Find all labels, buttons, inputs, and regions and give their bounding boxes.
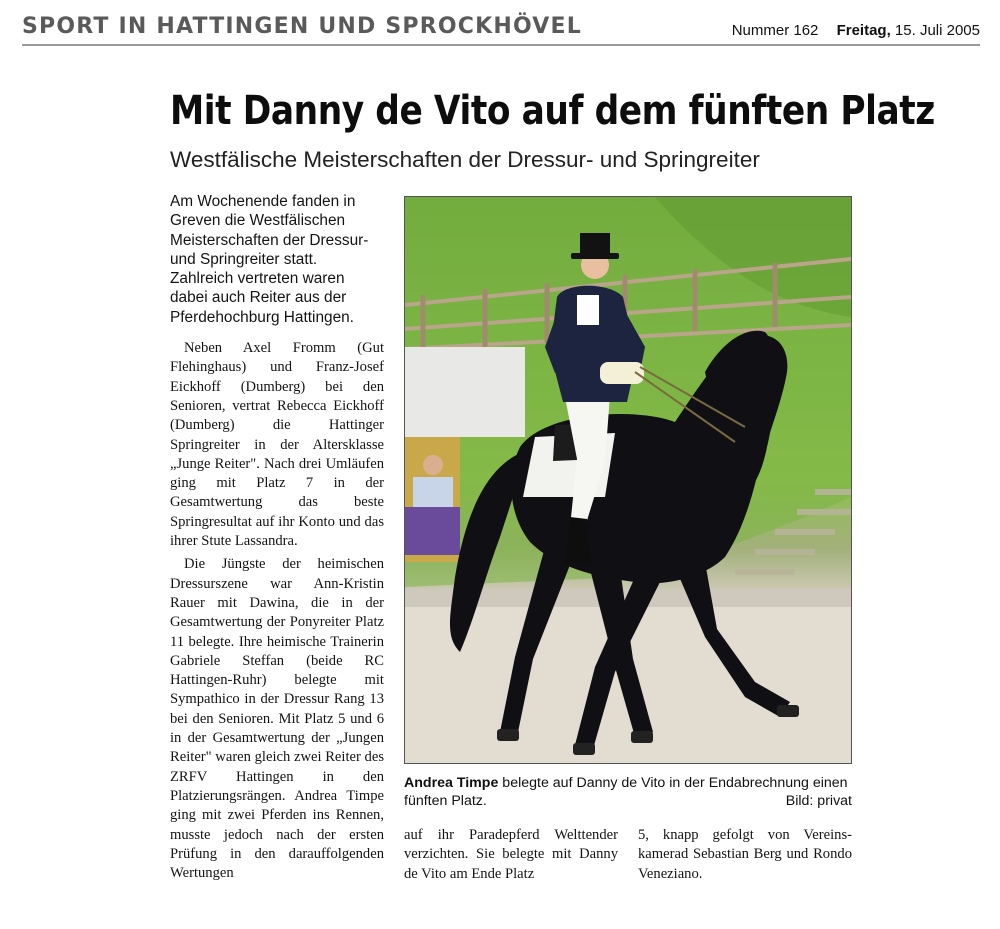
caption-text: belegte auf Danny de Vito in der Endabrechnung einen fünften Platz. [404,775,848,809]
issue-number: Nummer 162 [731,22,819,39]
article-paragraph-1: Neben Axel Fromm (Gut Flehinghaus) und Franz-Josef Eickhoff (Dumberg) bei den Senioren, vertrat Rebecca Eickhoff (Dumberg) die Hattinger Springreiter in der Altersklasse „Junge Reiter". Nach drei Umläufen ging mit Platz 7 in der Gesamtwertung das beste Springresultat auf ihr Konto und das ihrer Stute Lassandra. [170,340,384,550]
article-photo [404,196,852,764]
dressage-rider-illustration [405,197,851,763]
photo-caption [404,774,852,810]
photo-credit: Bild: privat [785,793,852,809]
issue-date: 15. Juli 2005 [894,22,980,39]
article-column-2 [404,826,618,884]
masthead [22,10,980,46]
caption-name: Andrea Timpe [404,775,499,791]
article-column-3-text: 5, knapp gefolgt von Vereinskamerad Sebastian Berg und Rondo Veneziano. [638,827,852,882]
article-intro: Am Wochenende fanden in Greven die Westfälischen Meisterschaften der Dressur- und Springreiter statt. Zahlreich vertreten waren dabei auch Reiter aus der Pferdehochburg Hattingen. [170,193,369,326]
issue-info [732,22,980,39]
article-column-3 [638,826,852,884]
section-title: SPORT IN HATTINGEN UND SPROCKHÖVEL [22,14,582,39]
article-subheadline: Westfälische Meisterschaften der Dressur- und Springreiter [170,147,760,172]
article-column-1 [170,192,384,883]
article-paragraph-2: Die Jüngste der heimischen Dressurszene war Ann-Kristin Rauer mit Dawina, die in der Gesamtwertung der Ponyreiter Platz 11 belegte. Ihre heimische Trainerin Gabriele Steffan (beide RC Hattingen-Ruhr) belegte mit Sympathico in der Dressur Rang 13 bei den Senioren. Mit Platz 5 und 6 in der Gesamtwertung der „Jungen Reiter" waren gleich zwei Reiter des ZRFV Hattingen in den Platzierungsrängen. Andrea Timpe ging mit zwei Pferden ins Rennen, musste jedoch nach der ersten Prüfung in den darauffolgenden Wertungen [170,556,384,882]
article-column-2-text: auf ihr Paradepferd Welttender verzichten. Sie belegte mit Danny de Vito am Ende Platz [404,827,618,882]
issue-day: Freitag, [836,22,891,39]
article-headline: Mit Danny de Vito auf dem fünften Platz [170,88,935,134]
